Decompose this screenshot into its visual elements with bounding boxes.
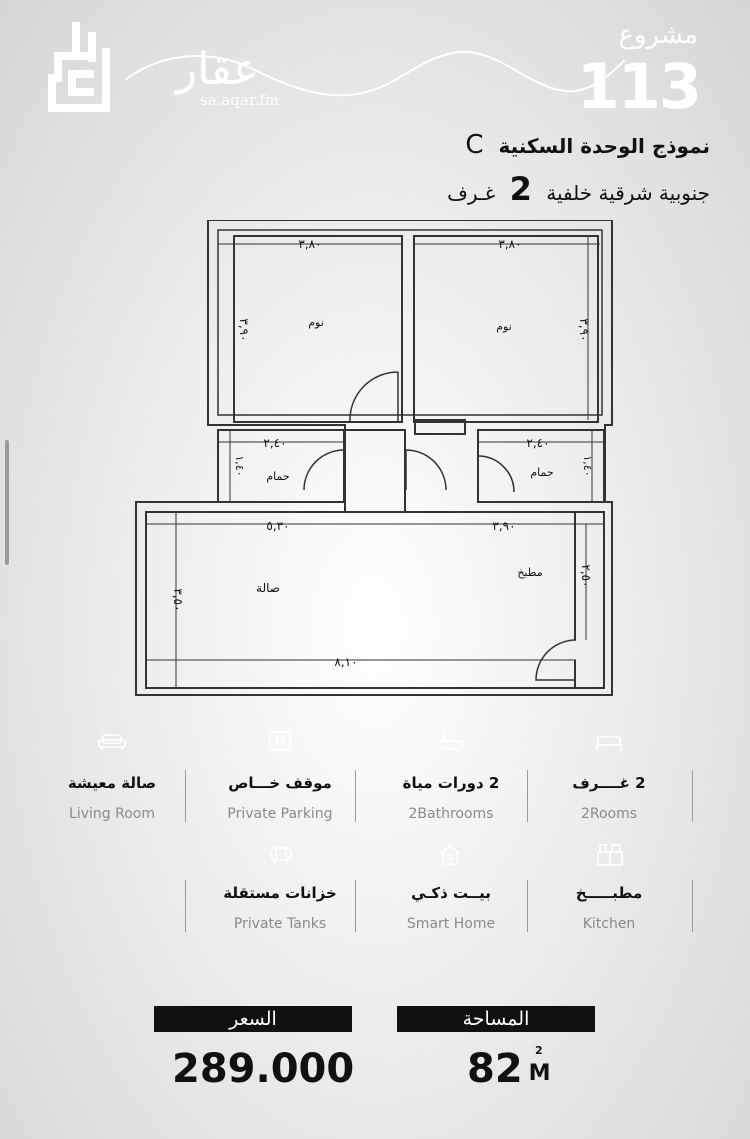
dim-bath1-height: ١,٤٠ [233, 455, 246, 477]
feature-living-room-ar: صالة معيشة [67, 774, 157, 792]
feature-rooms-ar: 2 غــــرف [572, 774, 646, 792]
feature-bathrooms-ar: 2 دورات مياة [402, 774, 500, 792]
area-unit-sup: 2 [535, 1044, 543, 1057]
scrollbar[interactable] [5, 440, 9, 565]
unit-orientation: جنوبية شرقية خلفية [546, 181, 710, 205]
room-label-kitchen: مطبخ [517, 566, 543, 579]
brand-url: sa.aqar.fm [200, 91, 279, 109]
feature-rooms [534, 774, 684, 822]
feature-smart-home-en: Smart Home [406, 916, 496, 932]
water-tank-icon [268, 845, 294, 865]
feature-divider [692, 770, 693, 822]
dim-bedroom2-width: ٣,٨٠ [498, 237, 522, 251]
feature-divider [527, 880, 528, 932]
feature-divider [692, 880, 693, 932]
feature-divider [355, 770, 356, 822]
room-label-living: صالة [256, 581, 280, 595]
project-label: مشروع [618, 20, 698, 50]
feature-parking [205, 774, 355, 822]
dim-bath2-width: ٢,٤٠ [526, 436, 550, 450]
brand-name: عقار [176, 44, 260, 95]
room-label-bedroom2: نوم [496, 320, 512, 333]
dim-kitchen-width: ٣,٩٠ [492, 519, 516, 533]
feature-kitchen [534, 884, 684, 932]
unit-rooms-count: 2 [509, 170, 532, 208]
unit-model-subtitle [447, 170, 710, 208]
area-unit: M [528, 1061, 551, 1086]
project-number: 113 [576, 50, 700, 123]
feature-bathrooms-en: 2Bathrooms [408, 806, 494, 822]
feature-kitchen-ar: مطبـــــخ [575, 884, 643, 902]
kitchen-icon [596, 842, 624, 866]
dim-total-width: ٨,١٠ [334, 655, 358, 669]
feature-smart-home-ar: بيــت ذكـي [411, 884, 491, 902]
price-value: 289.000 [172, 1046, 355, 1092]
unit-model-letter: C [465, 130, 484, 160]
dim-bedroom2-height: ٣,٩٠ [577, 318, 591, 342]
feature-parking-ar: موقف خـــاص [228, 774, 332, 792]
feature-private-tanks-en: Private Tanks [233, 916, 327, 932]
logo-icon [48, 22, 110, 112]
feature-living-room-en: Living Room [69, 806, 155, 822]
room-label-bath1: حمام [266, 470, 290, 483]
feature-divider [355, 880, 356, 932]
dim-bath1-width: ٢,٤٠ [263, 436, 287, 450]
bed-icon [596, 733, 622, 753]
dim-kitchen-height: ٢,٥٠ [579, 564, 593, 588]
feature-private-tanks [205, 884, 355, 932]
dim-bedroom1-height: ٣,٩٠ [237, 318, 251, 342]
unit-model-title [465, 130, 710, 160]
room-label-bath2: حمام [530, 466, 554, 479]
feature-rooms-en: 2Rooms [580, 806, 638, 822]
price-label: السعر [154, 1006, 352, 1032]
feature-parking-en: Private Parking [227, 806, 333, 822]
feature-smart-home [376, 884, 526, 932]
feature-divider [185, 880, 186, 932]
dim-bath2-height: ١,٤٠ [581, 455, 594, 477]
feature-kitchen-en: Kitchen [582, 916, 636, 932]
dim-living-height: ٣,٥٠ [171, 588, 185, 612]
bathtub-icon [438, 730, 464, 752]
smart-home-icon [438, 842, 462, 866]
unit-model-title-text: نموذج الوحدة السكنية [498, 134, 710, 158]
dim-living-width: ٥,٣٠ [266, 519, 290, 533]
area-value-group [467, 1046, 551, 1092]
feature-private-tanks-ar: خزانات مستقلة [223, 884, 337, 902]
dim-bedroom1-width: ٣,٨٠ [298, 237, 322, 251]
area-value: 82 [467, 1046, 523, 1092]
feature-divider [527, 770, 528, 822]
area-label: المساحة [397, 1006, 595, 1032]
feature-living-room [37, 774, 187, 822]
parking-icon [268, 730, 292, 752]
unit-rooms-word: غـرف [447, 181, 496, 205]
room-label-bedroom1: نوم [308, 316, 324, 329]
floor-plan [130, 220, 620, 700]
sofa-icon [98, 733, 126, 751]
feature-bathrooms [376, 774, 526, 822]
